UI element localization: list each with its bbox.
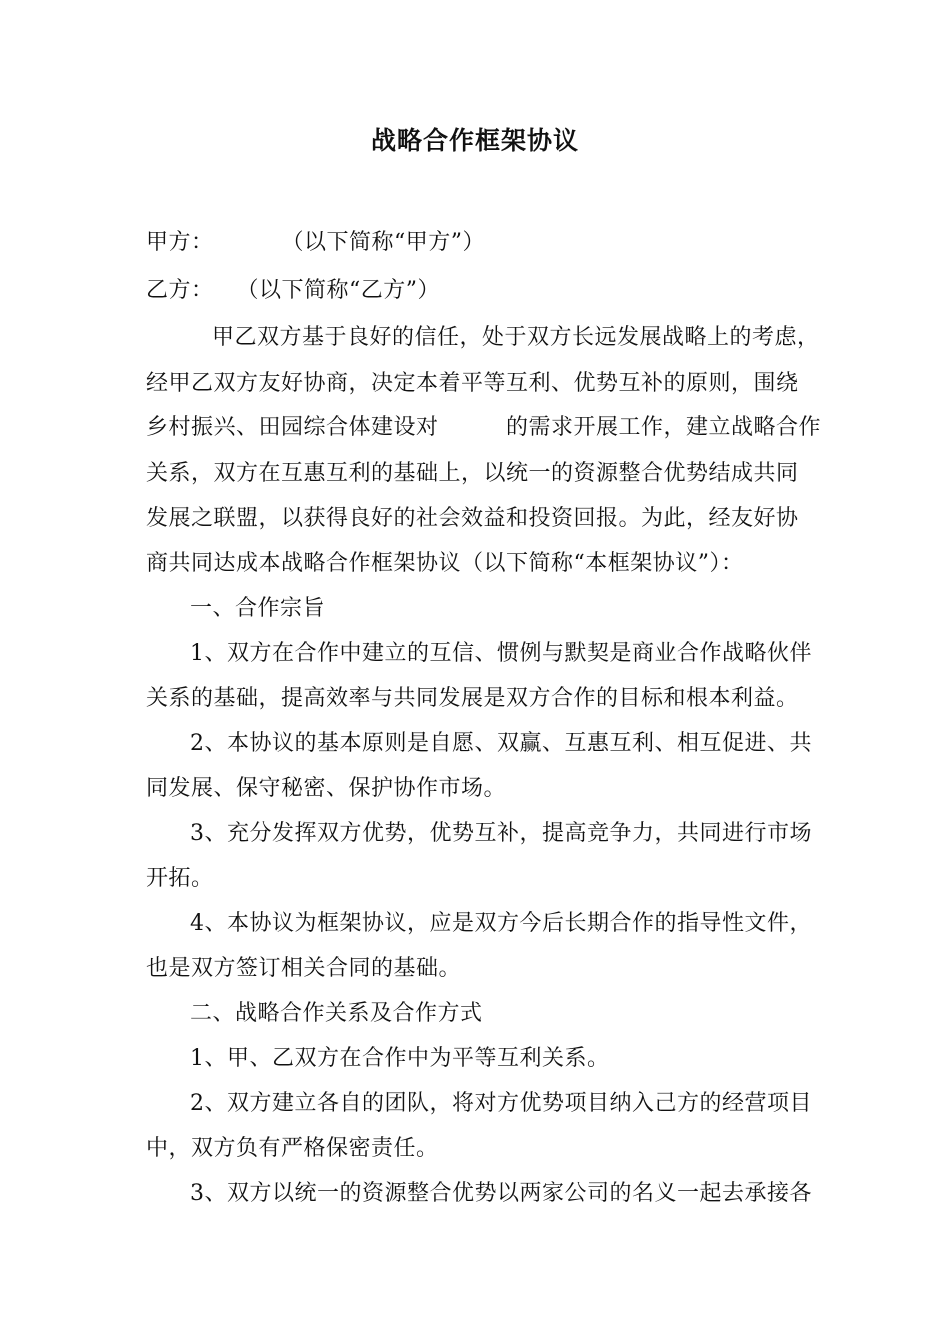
paragraph-line: 4、本协议为框架协议，应是双方今后长期合作的指导性文件， xyxy=(190,911,812,936)
party-b-line: 乙方： （以下简称“乙方”） xyxy=(146,278,440,303)
paragraph-line: 乡村振兴、田园综合体建设对 的需求开展工作，建立战略合作 xyxy=(146,415,822,440)
paragraph-line: 开拓。 xyxy=(146,866,214,891)
paragraph-line: 3、充分发挥双方优势，优势互补，提高竞争力，共同进行市场 xyxy=(190,821,812,846)
paragraph-line: 同发展、保守秘密、保护协作市场。 xyxy=(146,776,507,801)
document-title: 战略合作框架协议 xyxy=(370,126,579,155)
paragraph-line: 1、双方在合作中建立的互信、惯例与默契是商业合作战略伙伴 xyxy=(190,641,812,666)
paragraph-line: 甲乙双方基于良好的信任，处于双方长远发展战略上的考虑， xyxy=(212,325,820,350)
paragraph-line: 3、双方以统一的资源整合优势以两家公司的名义一起去承接各 xyxy=(190,1181,812,1206)
party-a-line: 甲方： （以下简称“甲方”） xyxy=(146,230,485,255)
paragraph-line: 关系的基础，提高效率与共同发展是双方合作的目标和根本利益。 xyxy=(146,686,799,711)
paragraph-line: 中，双方负有严格保密责任。 xyxy=(146,1136,439,1161)
paragraph-line: 商共同达成本战略合作框架协议（以下简称“本框架协议”）： xyxy=(146,551,744,576)
paragraph-line: 也是双方签订相关合同的基础。 xyxy=(146,956,462,981)
paragraph-line: 1、甲、乙双方在合作中为平等互利关系。 xyxy=(190,1046,610,1071)
paragraph-line: 2、双方建立各自的团队，将对方优势项目纳入己方的经营项目 xyxy=(190,1091,812,1116)
paragraph-line: 经甲乙双方友好协商，决定本着平等互利、优势互补的原则，围绕 xyxy=(146,371,799,396)
section-heading: 一、合作宗旨 xyxy=(190,596,326,621)
paragraph-line: 发展之联盟，以获得良好的社会效益和投资回报。为此，经友好协 xyxy=(146,506,799,531)
paragraph-line: 2、本协议的基本原则是自愿、双赢、互惠互利、相互促进、共 xyxy=(190,731,812,756)
section-heading: 二、战略合作关系及合作方式 xyxy=(190,1001,483,1026)
paragraph-line: 关系，双方在互惠互利的基础上，以统一的资源整合优势结成共同 xyxy=(146,461,799,486)
